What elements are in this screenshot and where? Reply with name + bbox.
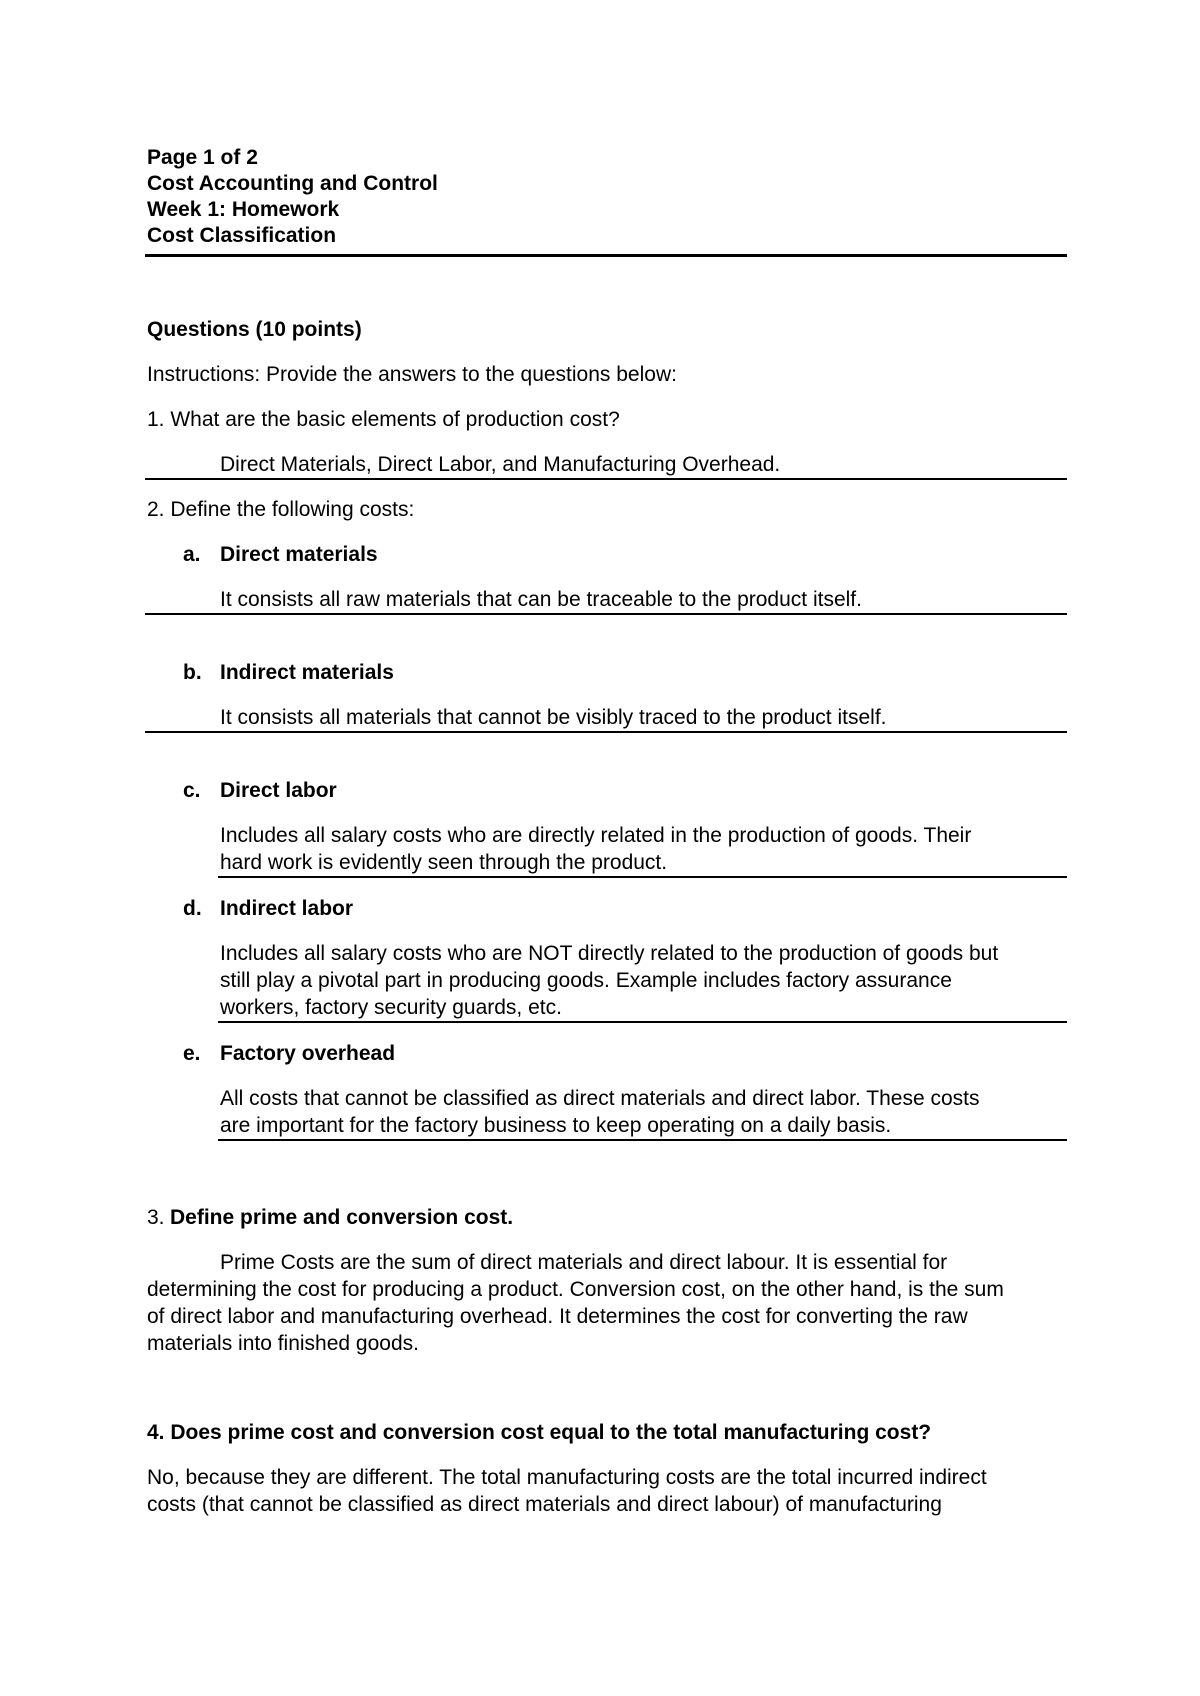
question-2: 2. Define the following costs: [147,498,415,521]
question-1: 1. What are the basic elements of production cost? [147,408,620,431]
questions-heading: Questions (10 points) [147,318,362,341]
course-title: Cost Accounting and Control [147,172,438,195]
answer-4-line-1: No, because they are different. The total manufacturing costs are the total incurred indirect [147,1466,987,1489]
item-b-term: Indirect materials [220,661,394,684]
item-d-answer-line-1: Includes all salary costs who are NOT directly related to the production of goods but [220,942,999,965]
question-3-number: 3. [147,1206,165,1229]
answer-4-line-2: costs (that cannot be classified as direct materials and direct labour) of manufacturing [147,1493,942,1516]
item-b-underline [145,731,1067,733]
item-d-term: Indirect labor [220,897,354,920]
item-e-answer-line-1: All costs that cannot be classified as direct materials and direct labor. These costs [220,1087,980,1110]
item-d-answer-line-3: workers, factory security guards, etc. [220,996,562,1019]
item-d-underline [218,1021,1067,1023]
answer-3-line-2: determining the cost for producing a product. Conversion cost, on the other hand, is the sum [147,1278,1004,1301]
question-3: Define prime and conversion cost. [170,1206,514,1229]
item-d-letter: d. [183,897,202,920]
item-a-answer: It consists all raw materials that can be traceable to the product itself. [220,588,862,611]
item-a-underline [145,613,1067,615]
item-c-letter: c. [183,779,201,802]
item-e-term: Factory overhead [220,1042,396,1065]
item-e-letter: e. [183,1042,201,1065]
answer-1: Direct Materials, Direct Labor, and Manufacturing Overhead. [220,453,781,476]
item-d-answer-line-2: still play a pivotal part in producing goods. Example includes factory assurance [220,969,952,992]
page-number: Page 1 of 2 [147,146,258,169]
topic-title: Cost Classification [147,224,337,247]
item-b-letter: b. [183,661,202,684]
header-divider [145,254,1067,257]
item-c-answer-line-2: hard work is evidently seen through the product. [220,851,668,874]
answer-3-line-4: materials into finished goods. [147,1332,419,1355]
item-e-answer-line-2: are important for the factory business to keep operating on a daily basis. [220,1114,892,1137]
item-c-underline [218,876,1067,878]
week-title: Week 1: Homework [147,198,340,221]
question-4: 4. Does prime cost and conversion cost equal to the total manufacturing cost? [147,1421,932,1444]
item-a-term: Direct materials [220,543,378,566]
answer-3-line-1: Prime Costs are the sum of direct materials and direct labour. It is essential for [220,1251,948,1274]
item-a-letter: a. [183,543,201,566]
item-b-answer: It consists all materials that cannot be visibly traced to the product itself. [220,706,887,729]
answer-3-line-3: of direct labor and manufacturing overhead. It determines the cost for converting the raw [147,1305,968,1328]
instructions-text: Instructions: Provide the answers to the questions below: [147,363,677,386]
answer-1-underline [145,478,1067,480]
item-e-underline [218,1139,1067,1141]
item-c-term: Direct labor [220,779,337,802]
item-c-answer-line-1: Includes all salary costs who are directly related in the production of goods. Their [220,824,972,847]
